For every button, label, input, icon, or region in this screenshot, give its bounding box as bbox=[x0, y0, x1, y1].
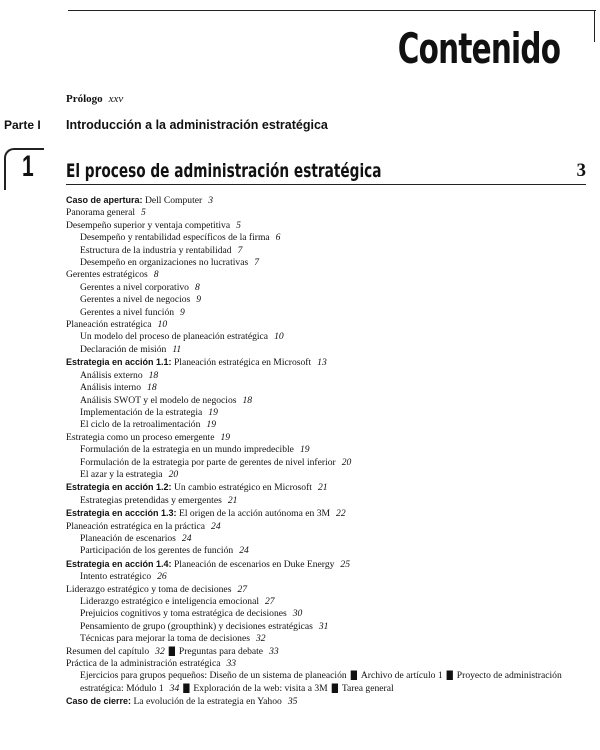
toc-entry-page: 9 bbox=[180, 306, 185, 318]
toc-entry-text: Gerentes a nivel de negocios bbox=[80, 294, 191, 306]
toc-entry[interactable] bbox=[66, 407, 596, 419]
toc-entry-page: 19 bbox=[206, 419, 216, 431]
toc-entry[interactable] bbox=[66, 194, 596, 207]
toc-entry-page: 10 bbox=[157, 319, 168, 331]
chapter-page: 3 bbox=[576, 160, 586, 181]
toc-entry[interactable] bbox=[66, 571, 596, 583]
exercises-d: Exploración de la web: visita a 3M bbox=[193, 682, 328, 694]
toc-entry[interactable] bbox=[66, 419, 596, 431]
closing-prefix: Caso de cierre: bbox=[66, 696, 132, 707]
toc-entry-text: Planeación de escenarios bbox=[80, 532, 176, 544]
header-rule bbox=[68, 10, 596, 11]
exercises-c-page: 34 bbox=[169, 682, 180, 694]
toc-practice[interactable] bbox=[66, 658, 596, 670]
toc-entry[interactable] bbox=[66, 521, 596, 533]
toc-entry-text: Planeación estratégica en Microsoft bbox=[173, 357, 312, 369]
closing-page: 35 bbox=[287, 696, 298, 708]
toc-summary-line[interactable] bbox=[66, 646, 596, 658]
toc-entry[interactable] bbox=[66, 621, 596, 633]
toc-entry-page: 6 bbox=[275, 232, 281, 244]
chapter-number: 1 bbox=[22, 150, 34, 183]
toc-entry-page: 7 bbox=[254, 257, 259, 269]
toc-exercises[interactable] bbox=[66, 670, 596, 695]
toc-entry-page: 21 bbox=[227, 494, 238, 506]
toc-entry[interactable] bbox=[66, 282, 596, 294]
toc-entry-page: 11 bbox=[172, 343, 182, 355]
toc-entry-prefix: Caso de apertura: bbox=[66, 195, 143, 205]
toc-entry[interactable] bbox=[66, 269, 596, 281]
toc-entry-text: Planeación de escenarios en Duke Energy bbox=[173, 558, 335, 570]
practice-text: Práctica de la administración estratégica bbox=[66, 658, 221, 670]
separator-glyph: █ bbox=[331, 683, 338, 693]
toc-entry-page: 19 bbox=[220, 431, 231, 443]
exercises-a: Ejercicios para grupos pequeños: Diseño de un sistema de planeación bbox=[80, 670, 347, 682]
toc-entry[interactable] bbox=[66, 432, 596, 444]
practice-page: 33 bbox=[226, 658, 237, 670]
toc-entry-page: 27 bbox=[265, 596, 275, 607]
toc-entry[interactable] bbox=[66, 319, 596, 331]
toc-entry[interactable] bbox=[66, 232, 596, 244]
summary-text: Resumen del capítulo bbox=[66, 645, 150, 657]
toc-entry-page: 25 bbox=[340, 558, 351, 570]
closing-text: La evolución de la estrategia en Yahoo bbox=[133, 696, 282, 708]
toc-entry-text: Planeación estratégica en la práctica bbox=[66, 520, 206, 532]
toc-entry-page: 22 bbox=[336, 508, 346, 520]
prologue-label: Prólogo bbox=[66, 93, 103, 105]
toc-entry-page: 21 bbox=[317, 482, 328, 494]
toc-entry[interactable] bbox=[66, 245, 596, 257]
toc-entry-text: Pensamiento de grupo (groupthink) y decisiones estratégicas bbox=[80, 620, 313, 632]
toc-entry[interactable] bbox=[66, 294, 596, 306]
separator-glyph: █ bbox=[168, 646, 175, 656]
toc-entry-text: Análisis interno bbox=[80, 382, 142, 394]
toc-entry[interactable] bbox=[66, 220, 596, 232]
toc-entry-text: Análisis externo bbox=[80, 369, 143, 381]
toc-entry-page: 26 bbox=[157, 571, 167, 583]
toc-entry-text: El azar y la estrategia bbox=[80, 468, 163, 480]
toc-entry-text: Dell Computer bbox=[144, 195, 203, 206]
toc-entry-page: 7 bbox=[237, 244, 243, 256]
toc-entry-text: Desempeño superior y ventaja competitiva bbox=[66, 219, 231, 231]
chapter-title[interactable]: El proceso de administración estratégica bbox=[66, 160, 382, 182]
toc-entry-text: El ciclo de la retroalimentación bbox=[80, 419, 201, 431]
toc-entry-page: 19 bbox=[208, 406, 218, 418]
part-label: Parte I bbox=[4, 118, 41, 132]
toc-entry-prefix: Estrategia en acción 1.2: bbox=[66, 482, 172, 493]
toc-entry-text: Planeación estratégica bbox=[66, 319, 152, 331]
toc-entry[interactable] bbox=[66, 545, 596, 557]
toc-entry-text: Liderazgo estratégico e inteligencia emocional bbox=[80, 596, 259, 607]
exercises-e: Tarea general bbox=[341, 682, 394, 694]
toc-entry-prefix: Estrategia en accción 1.3: bbox=[66, 508, 177, 519]
toc-entry[interactable] bbox=[66, 444, 596, 456]
toc-entry[interactable] bbox=[66, 584, 596, 596]
toc-entry-text: Participación de los gerentes de función bbox=[80, 545, 234, 557]
toc-entry-page: 5 bbox=[236, 219, 241, 231]
exercises-c: Proyecto de administración estratégica: Módulo 1 bbox=[80, 670, 562, 694]
toc-entry-page: 18 bbox=[242, 394, 253, 406]
toc-entry[interactable] bbox=[66, 370, 596, 382]
toc-entry[interactable] bbox=[66, 596, 596, 608]
exercises-b: Archivo de artículo 1 bbox=[360, 670, 443, 682]
toc-entry-page: 8 bbox=[194, 281, 200, 293]
toc-entry-text: Desempeño y rentabilidad específicos de la firma bbox=[80, 232, 270, 244]
toc-entry[interactable] bbox=[66, 382, 596, 394]
toc-entry[interactable] bbox=[66, 307, 596, 319]
questions-page: 33 bbox=[269, 645, 279, 657]
toc-entry-page: 18 bbox=[147, 382, 157, 394]
toc-entry-text: Estrategias pretendidas y emergentes bbox=[80, 494, 222, 506]
toc-entry-page: 8 bbox=[153, 269, 159, 281]
toc-entry[interactable] bbox=[66, 207, 596, 219]
toc-entry-text: Gerentes a nivel corporativo bbox=[80, 281, 189, 293]
toc-entry-text: Gerentes estratégicos bbox=[66, 269, 148, 281]
toc-entry-text: Formulación de la estrategia en un mundo impredecible bbox=[80, 444, 294, 456]
toc-entry-text: Un cambio estratégico en Microsoft bbox=[173, 482, 312, 494]
toc-entry-text: El origen de la acción autónoma en 3M bbox=[178, 508, 331, 520]
chapter-rule bbox=[66, 184, 586, 185]
toc-entry[interactable] bbox=[66, 344, 596, 356]
toc-entry-text: Panorama general bbox=[66, 207, 135, 219]
toc-entry-page: 30 bbox=[292, 608, 303, 620]
separator-glyph: █ bbox=[350, 671, 357, 681]
toc-prologue[interactable] bbox=[66, 93, 123, 105]
toc-entry-page: 24 bbox=[211, 520, 221, 532]
summary-page: 32 bbox=[155, 645, 165, 657]
toc-entry[interactable] bbox=[66, 633, 596, 645]
toc-entry-page: 20 bbox=[341, 456, 352, 468]
header-rule-corner bbox=[594, 10, 595, 42]
toc-entry[interactable] bbox=[66, 457, 596, 469]
toc-entry-text: Estructura de la industria y rentabilidad bbox=[80, 244, 232, 256]
separator-glyph: █ bbox=[446, 671, 453, 681]
toc-entry-text: Intento estratégico bbox=[80, 571, 152, 583]
toc-entry-text: Desempeño en organizaciones no lucrativas bbox=[80, 257, 249, 269]
toc-entry-prefix: Estrategia en acción 1.4: bbox=[66, 558, 172, 569]
toc-entry-text: Análisis SWOT y el modelo de negocios bbox=[80, 394, 237, 406]
toc-list bbox=[66, 194, 596, 709]
toc-entry-prefix: Estrategia en acción 1.1: bbox=[66, 357, 172, 368]
toc-entry-text: Implementación de la estrategia bbox=[80, 406, 203, 418]
toc-entry-page: 27 bbox=[237, 583, 248, 595]
toc-entry-page: 20 bbox=[168, 468, 179, 480]
separator-glyph: █ bbox=[183, 683, 190, 693]
toc-entry-text: Un modelo del proceso de planeación estratégica bbox=[80, 331, 269, 343]
toc-entry-page: 19 bbox=[299, 444, 310, 456]
toc-entry-page: 5 bbox=[141, 207, 146, 219]
toc-entry[interactable] bbox=[66, 507, 596, 520]
toc-entry-page: 18 bbox=[148, 369, 159, 381]
toc-entry-text: Técnicas para mejorar la toma de decisiones bbox=[80, 633, 250, 645]
toc-entry[interactable] bbox=[66, 331, 596, 343]
toc-entry-page: 10 bbox=[274, 331, 284, 343]
toc-entry[interactable] bbox=[66, 495, 596, 507]
toc-entry-page: 24 bbox=[239, 545, 249, 557]
toc-entry-page: 13 bbox=[317, 357, 327, 369]
toc-entry[interactable] bbox=[66, 257, 596, 269]
toc-entry-text: Gerentes a nivel función bbox=[80, 306, 175, 318]
toc-entry-page: 9 bbox=[196, 294, 202, 306]
prologue-page: xxv bbox=[108, 93, 124, 105]
toc-entry[interactable] bbox=[66, 608, 596, 620]
toc-entry-text: Prejuicios cognitivos y toma estratégica de decisiones bbox=[80, 608, 287, 620]
part-title: Introducción a la administración estratégica bbox=[66, 118, 328, 132]
toc-closing-case[interactable] bbox=[66, 695, 596, 708]
toc-entry-text: Formulación de la estrategia por parte de gerentes de nivel inferior bbox=[80, 456, 336, 468]
toc-entry-page: 24 bbox=[181, 532, 192, 544]
toc-entry[interactable] bbox=[66, 356, 596, 369]
toc-entry[interactable] bbox=[66, 558, 596, 571]
toc-entry-text: Liderazgo estratégico y toma de decisiones bbox=[66, 583, 232, 595]
toc-entry-page: 32 bbox=[255, 633, 266, 645]
page-title: Contenido bbox=[397, 24, 560, 73]
questions-text: Preguntas para debate bbox=[178, 645, 264, 657]
toc-entry[interactable] bbox=[66, 395, 596, 407]
toc-entry[interactable] bbox=[66, 481, 596, 494]
toc-entry[interactable] bbox=[66, 533, 596, 545]
toc-entry-text: Estrategia como un proceso emergente bbox=[66, 431, 215, 443]
toc-entry-page: 3 bbox=[208, 195, 214, 206]
toc-entry-text: Declaración de misión bbox=[80, 343, 167, 355]
toc-entry-page: 31 bbox=[318, 620, 329, 632]
toc-entry[interactable] bbox=[66, 469, 596, 481]
